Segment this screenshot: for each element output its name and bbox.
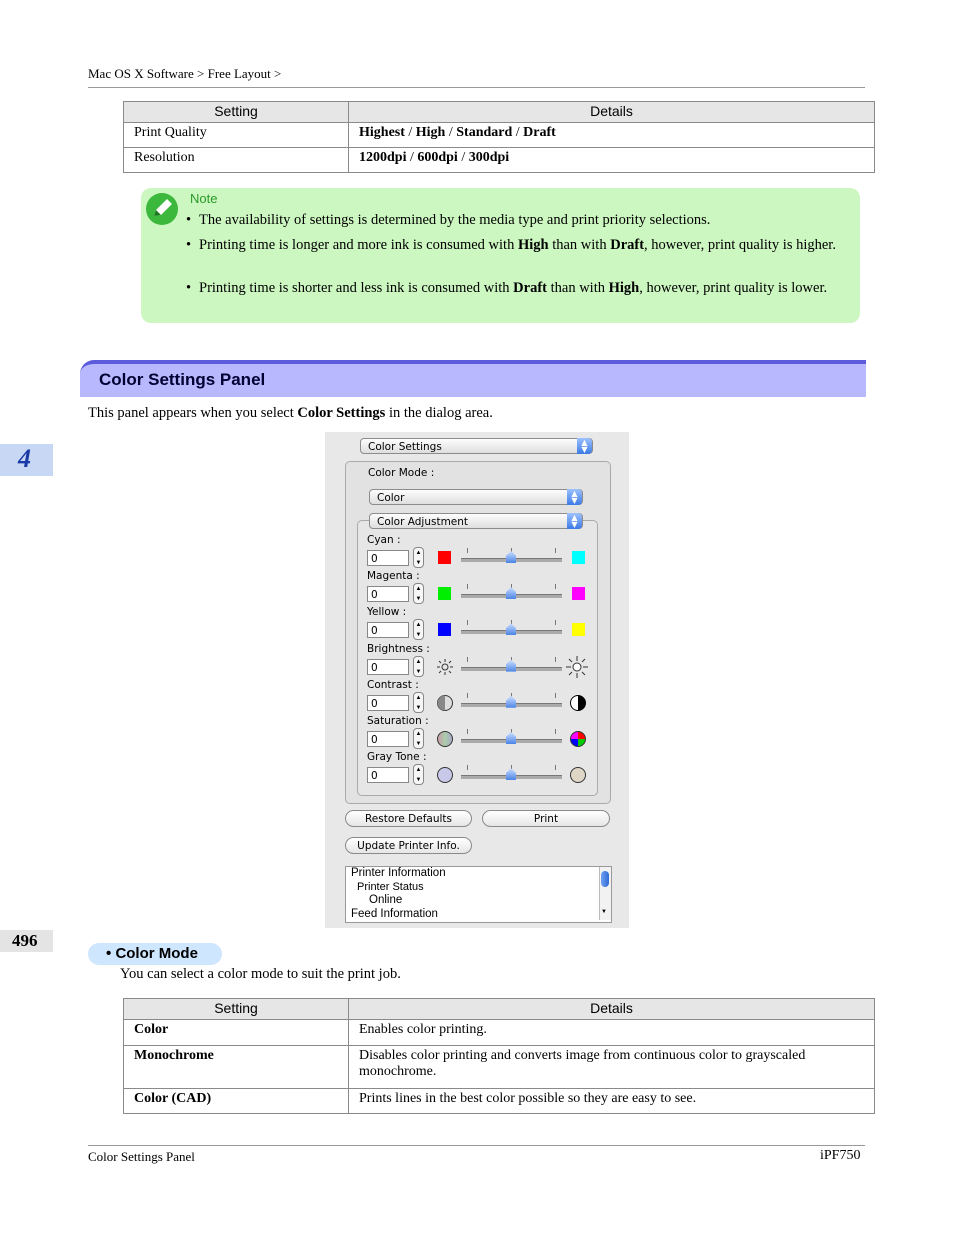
- slider-label: Brightness :: [367, 642, 430, 655]
- table-cell: Enables color printing.: [349, 1020, 875, 1046]
- note-item: • The availability of settings is determined by the media type and print priority selections.: [186, 212, 711, 228]
- saturation-high-icon: [569, 730, 587, 753]
- color-swatch-left: [438, 587, 451, 600]
- table-cell: Color (CAD): [124, 1089, 349, 1114]
- table-cell: Prints lines in the best color possible so they are easy to see.: [349, 1089, 875, 1114]
- color-mode-label: Color Mode :: [368, 467, 435, 479]
- gray-cool-icon: [436, 766, 454, 789]
- table-cell: 1200dpi / 600dpi / 300dpi: [349, 148, 875, 173]
- table-cell: Disables color printing and converts image from continuous color to grayscaled monochrome.: [349, 1046, 875, 1089]
- contrast-high-icon: [569, 694, 587, 717]
- info-line: Feed Information: [351, 907, 438, 920]
- note-box: [141, 188, 860, 323]
- stepper[interactable]: ▲ ▼: [413, 619, 424, 640]
- color-mode-desc: You can select a color mode to suit the print job.: [120, 966, 401, 982]
- panel-popup[interactable]: Color Settings ▲ ▼: [360, 438, 593, 454]
- stepper[interactable]: ▲ ▼: [413, 728, 424, 749]
- page-number: 496: [0, 930, 53, 952]
- header-rule: [88, 87, 865, 88]
- table-cell: Monochrome: [124, 1046, 349, 1089]
- stepper[interactable]: ▲ ▼: [413, 764, 424, 785]
- table-cell: Print Quality: [124, 123, 349, 148]
- color-swatch-left: [438, 623, 451, 636]
- slider-tick: [555, 657, 556, 662]
- footer-rule: [88, 1145, 865, 1146]
- section-title: Color Settings Panel: [99, 370, 266, 389]
- slider-tick: [467, 729, 468, 734]
- table-cell: Highest / High / Standard / Draft: [349, 123, 875, 148]
- color-swatch-right: [572, 587, 585, 600]
- scrollbar[interactable]: [599, 867, 611, 920]
- slider-value-field[interactable]: 0: [367, 731, 409, 747]
- color-adjustment-popup[interactable]: Color Adjustment ▲ ▼: [369, 513, 583, 529]
- slider-value-field[interactable]: 0: [367, 659, 409, 675]
- color-mode-table: [123, 998, 875, 1114]
- stepper[interactable]: ▲ ▼: [413, 656, 424, 677]
- slider-tick: [467, 584, 468, 589]
- slider-label: Magenta :: [367, 570, 420, 583]
- info-line: Online: [369, 894, 403, 906]
- slider-tick: [467, 620, 468, 625]
- slider-value-field[interactable]: 0: [367, 622, 409, 638]
- slider-label: Yellow :: [367, 606, 407, 619]
- col-details: Details: [349, 999, 875, 1020]
- slider-label: Cyan :: [367, 534, 401, 546]
- slider-tick: [467, 693, 468, 698]
- slider-label: Contrast :: [367, 678, 419, 691]
- note-item: • Printing time is shorter and less ink is consumed with Draft than with High, however, print quality is lower.: [186, 280, 828, 296]
- stepper[interactable]: ▲ ▼: [413, 583, 424, 604]
- slider-value-field[interactable]: 0: [367, 695, 409, 711]
- color-swatch-left: [438, 551, 451, 564]
- note-title: Note: [190, 191, 218, 206]
- scroll-down-icon[interactable]: ▼: [601, 908, 607, 915]
- slider-tick: [555, 584, 556, 589]
- col-setting: Setting: [124, 999, 349, 1020]
- footer-right: iPF750: [820, 1148, 861, 1163]
- color-swatch-right: [572, 551, 585, 564]
- slider-value-field[interactable]: 0: [367, 550, 409, 566]
- section-intro: This panel appears when you select Color Settings in the dialog area.: [88, 405, 493, 421]
- gray-warm-icon: [569, 766, 587, 789]
- col-setting: Setting: [124, 102, 349, 123]
- contrast-low-icon: [436, 694, 454, 717]
- printer-info-list[interactable]: [345, 866, 612, 923]
- footer-left: Color Settings Panel: [88, 1149, 195, 1164]
- breadcrumb: Mac OS X Software > Free Layout >: [88, 66, 282, 81]
- popup-arrows-icon: ▲ ▼: [567, 489, 582, 505]
- info-line: Printer Status: [357, 880, 424, 893]
- table-cell: Color: [124, 1020, 349, 1046]
- info-line: Printer Information: [351, 867, 446, 879]
- sun-bright-icon: [566, 656, 588, 683]
- popup-arrows-icon: ▲ ▼: [567, 513, 582, 529]
- color-swatch-right: [572, 623, 585, 636]
- pencil-note-icon: [145, 192, 179, 226]
- slider-tick: [467, 765, 468, 770]
- slider-tick: [467, 548, 468, 553]
- slider-value-field[interactable]: 0: [367, 586, 409, 602]
- stepper[interactable]: ▲ ▼: [413, 547, 424, 568]
- slider-tick: [555, 620, 556, 625]
- popup-arrows-icon: ▲ ▼: [577, 438, 592, 454]
- update-printer-info-button[interactable]: Update Printer Info.: [345, 837, 472, 854]
- slider-value-field[interactable]: 0: [367, 767, 409, 783]
- slider-tick: [555, 548, 556, 553]
- col-details: Details: [349, 102, 875, 123]
- slider-label: Gray Tone :: [367, 751, 427, 764]
- color-mode-popup[interactable]: Color ▲ ▼: [369, 489, 583, 505]
- slider-tick: [467, 657, 468, 662]
- restore-defaults-button[interactable]: Restore Defaults: [345, 810, 472, 827]
- print-quality-table: [123, 101, 875, 173]
- saturation-low-icon: [436, 730, 454, 753]
- stepper[interactable]: ▲ ▼: [413, 692, 424, 713]
- chapter-tab: 4: [0, 444, 53, 476]
- sun-dim-icon: [436, 658, 454, 681]
- slider-tick: [555, 693, 556, 698]
- note-item: • Printing time is longer and more ink is consumed with High than with Draft, however, print quality is higher.: [186, 237, 836, 253]
- print-button[interactable]: Print: [482, 810, 610, 827]
- slider-label: Saturation :: [367, 715, 429, 727]
- slider-tick: [555, 729, 556, 734]
- table-cell: Resolution: [124, 148, 349, 173]
- color-mode-heading: • Color Mode: [106, 945, 198, 962]
- scroll-thumb[interactable]: [601, 871, 609, 887]
- slider-tick: [555, 765, 556, 770]
